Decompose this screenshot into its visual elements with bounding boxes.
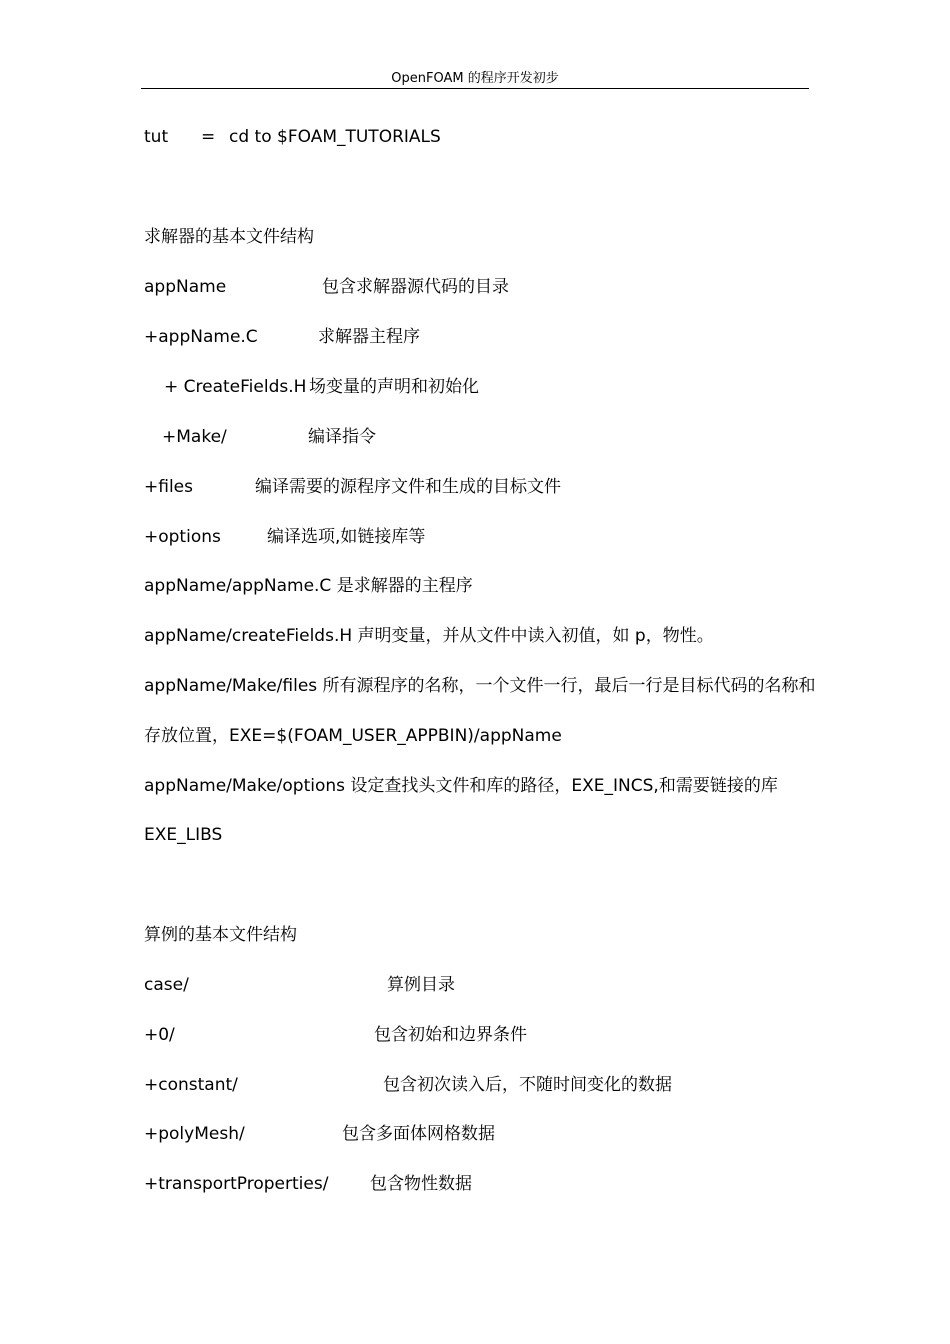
solver-row-label: +appName.C bbox=[144, 327, 258, 347]
tut-line bbox=[144, 125, 441, 221]
solver-note: 存放位置，EXE=$(FOAM_USER_APPBIN)/appName bbox=[144, 726, 562, 746]
solver-row-label: + CreateFields.H bbox=[164, 377, 307, 397]
solver-heading: 求解器的基本文件结构 bbox=[144, 227, 314, 247]
case-row-label: +constant/ bbox=[144, 1075, 238, 1095]
solver-row-desc: 求解器主程序 bbox=[318, 327, 420, 347]
case-row-desc: 算例目录 bbox=[387, 975, 455, 995]
tut-name: tut bbox=[144, 127, 169, 147]
case-row-label: +transportProperties/ bbox=[144, 1174, 329, 1194]
solver-row-desc: 场变量的声明和初始化 bbox=[309, 377, 479, 397]
case-row-desc: 包含初始和边界条件 bbox=[374, 1025, 527, 1045]
case-row-label: +0/ bbox=[144, 1025, 175, 1045]
solver-row-desc: 编译需要的源程序文件和生成的目标文件 bbox=[255, 477, 561, 497]
case-row-desc: 包含物性数据 bbox=[370, 1174, 472, 1194]
case-row-label: +polyMesh/ bbox=[144, 1124, 245, 1144]
tut-equals: = bbox=[201, 127, 216, 147]
solver-row-desc: 编译选项,如链接库等 bbox=[267, 527, 426, 547]
solver-row-label: +Make/ bbox=[162, 427, 227, 447]
case-row-desc: 包含多面体网格数据 bbox=[342, 1124, 495, 1144]
case-heading: 算例的基本文件结构 bbox=[144, 925, 297, 945]
solver-row-desc: 包含求解器源代码的目录 bbox=[322, 277, 509, 297]
tut-value: cd to $FOAM_TUTORIALS bbox=[229, 127, 441, 147]
case-row bbox=[144, 1172, 472, 1244]
solver-row-label: +options bbox=[144, 527, 221, 547]
case-row-label: case/ bbox=[144, 975, 189, 995]
header-divider bbox=[141, 88, 809, 89]
solver-note: appName/createFields.H 声明变量，并从文件中读入初值，如 p，物性。 bbox=[144, 626, 714, 646]
solver-row-label: appName bbox=[144, 277, 227, 297]
page-header: OpenFOAM 的程序开发初步 bbox=[391, 71, 559, 86]
solver-row-desc: 编译指令 bbox=[308, 427, 376, 447]
case-row-desc: 包含初次读入后，不随时间变化的数据 bbox=[383, 1075, 672, 1095]
solver-note: appName/Make/options 设定查找头文件和库的路径，EXE_INCS,和需要链接的库 bbox=[144, 776, 778, 796]
solver-note: appName/Make/files 所有源程序的名称，一个文件一行，最后一行是目标代码的名称和 bbox=[144, 676, 816, 696]
solver-row-label: +files bbox=[144, 477, 193, 497]
solver-note: appName/appName.C 是求解器的主程序 bbox=[144, 576, 473, 596]
solver-note: EXE_LIBS bbox=[144, 825, 223, 845]
